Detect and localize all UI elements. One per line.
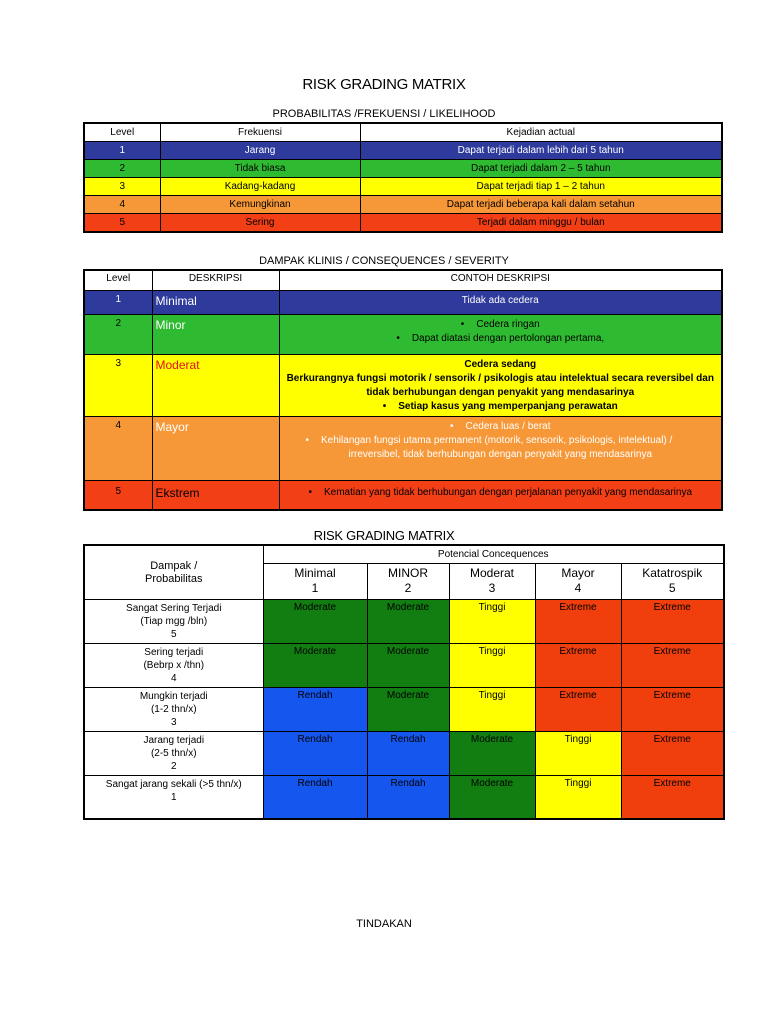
col-name: Katatrospik (642, 565, 703, 580)
matrix-cell: Moderate (367, 599, 449, 643)
row-label-line: 4 (170, 672, 177, 684)
matrix-corner-line: Dampak / (150, 560, 198, 573)
likelihood-row (84, 178, 722, 196)
severity-bullet: • Cedera luas / berat (280, 420, 722, 434)
matrix-cell: Rendah (263, 687, 367, 731)
col-name: Moderat (469, 565, 515, 580)
severity-level: 2 (84, 314, 152, 354)
severity-row (84, 314, 722, 354)
severity-level: 1 (84, 290, 152, 314)
matrix-cell: Rendah (367, 775, 449, 819)
likelihood-level: 3 (84, 178, 160, 196)
severity-example-line: Berkurangnya fungsi motorik / sensorik / psikologis atau intelektual secara reversibel dan (286, 372, 714, 384)
severity-bullet-text: irreversibel, tidak berhubungan dengan penyakit yang mendasarinya (348, 448, 653, 460)
likelihood-kejadian: Terjadi dalam minggu / bulan (360, 214, 722, 233)
row-label-line: 5 (170, 628, 177, 640)
matrix-row (84, 775, 724, 819)
severity-header-level: Level (84, 270, 152, 290)
severity-section-title: DAMPAK KLINIS / CONSEQUENCES / SEVERITY (259, 255, 509, 267)
likelihood-level: 1 (84, 142, 160, 160)
row-label-line: Mungkin terjadi (139, 690, 208, 702)
severity-example-line: Tidak ada cedera (461, 294, 539, 306)
matrix-cell: Tinggi (449, 687, 535, 731)
matrix-cell: Moderate (367, 643, 449, 687)
row-label-line: (1-2 thn/x) (150, 703, 197, 715)
matrix-cell: Extreme (621, 599, 724, 643)
likelihood-frekuensi: Tidak biasa (160, 160, 360, 178)
severity-bullet: • Kehilangan fungsi utama permanent (motorik, sensorik, psikologis, intelektual) / (280, 434, 722, 448)
matrix-row-label (84, 775, 263, 819)
likelihood-frekuensi: Sering (160, 214, 360, 233)
col-name: Mayor (561, 565, 595, 580)
matrix-cell: Moderate (449, 731, 535, 775)
matrix-col-header (449, 563, 535, 599)
likelihood-table (83, 122, 723, 233)
matrix-cell: Extreme (535, 643, 621, 687)
footer-label: TINDAKAN (356, 918, 412, 930)
matrix-row-label (84, 687, 263, 731)
matrix-cell: Extreme (621, 687, 724, 731)
matrix-title: RISK GRADING MATRIX (313, 528, 455, 543)
col-name: MINOR (388, 565, 428, 580)
row-label-line: 2 (170, 760, 177, 772)
col-num: 2 (404, 580, 412, 595)
likelihood-frekuensi: Jarang (160, 142, 360, 160)
severity-example (279, 314, 722, 354)
matrix-col-header (367, 563, 449, 599)
likelihood-kejadian: Dapat terjadi beberapa kali dalam setahun (360, 196, 722, 214)
matrix-cell: Extreme (621, 731, 724, 775)
severity-example (279, 416, 722, 480)
likelihood-level: 5 (84, 214, 160, 233)
likelihood-header-kejadian: Kejadian actual (360, 123, 722, 142)
likelihood-header-row (84, 123, 722, 142)
col-num: 4 (574, 580, 582, 595)
col-num: 1 (311, 580, 319, 595)
matrix-cell: Moderate (449, 775, 535, 819)
page-title: RISK GRADING MATRIX (302, 76, 466, 93)
likelihood-frekuensi: Kemungkinan (160, 196, 360, 214)
matrix-cell: Rendah (263, 775, 367, 819)
likelihood-row (84, 160, 722, 178)
matrix-row-label (84, 643, 263, 687)
row-label-line: Jarang terjadi (143, 734, 205, 746)
likelihood-kejadian: Dapat terjadi tiap 1 – 2 tahun (360, 178, 722, 196)
severity-level: 4 (84, 416, 152, 480)
col-num: 3 (488, 580, 496, 595)
matrix-cell: Extreme (621, 643, 724, 687)
row-label-line: Sangat jarang sekali (>5 thn/x) (105, 778, 242, 790)
likelihood-level: 2 (84, 160, 160, 178)
matrix-cell: Tinggi (449, 643, 535, 687)
matrix-cell: Rendah (367, 731, 449, 775)
row-label-line: (Bebrp x /thn) (143, 659, 205, 671)
matrix-cell: Moderate (367, 687, 449, 731)
severity-row (84, 290, 722, 314)
severity-desc: Minimal (152, 290, 279, 314)
matrix-corner-line: Probabilitas (145, 573, 203, 586)
likelihood-row (84, 196, 722, 214)
col-num: 5 (668, 580, 676, 595)
severity-desc: Moderat (152, 354, 279, 416)
matrix-header-row (84, 545, 724, 563)
matrix-cell: Tinggi (535, 775, 621, 819)
matrix-row-label (84, 731, 263, 775)
matrix-cell: Rendah (263, 731, 367, 775)
likelihood-header-frekuensi: Frekuensi (160, 123, 360, 142)
matrix-row-label (84, 599, 263, 643)
matrix-cell: Moderate (263, 643, 367, 687)
matrix-corner (84, 545, 263, 599)
severity-level: 3 (84, 354, 152, 416)
severity-row (84, 416, 722, 480)
severity-header-row (84, 270, 722, 290)
severity-bullet: • Cedera ringan (280, 318, 722, 332)
matrix-cell: Moderate (263, 599, 367, 643)
likelihood-kejadian: Dapat terjadi dalam 2 – 5 tahun (360, 160, 722, 178)
severity-table (83, 269, 723, 511)
col-name: Minimal (294, 565, 336, 580)
matrix-group-header: Potencial Concequences (263, 545, 724, 563)
row-label-line: (2-5 thn/x) (150, 747, 197, 759)
severity-row (84, 354, 722, 416)
matrix-row (84, 687, 724, 731)
matrix-cell: Extreme (621, 775, 724, 819)
severity-example (279, 480, 722, 510)
likelihood-row (84, 142, 722, 160)
matrix-cell: Extreme (535, 687, 621, 731)
likelihood-header-level: Level (84, 123, 160, 142)
row-label-line: 3 (170, 716, 177, 728)
row-label-line: (Tiap mgg /bln) (140, 615, 208, 627)
risk-matrix-table (83, 544, 725, 820)
severity-desc: Mayor (152, 416, 279, 480)
severity-row (84, 480, 722, 510)
matrix-row (84, 643, 724, 687)
matrix-col-header (535, 563, 621, 599)
severity-example-line: tidak berhubungan dengan penyakit yang mendasarinya (366, 386, 635, 398)
severity-example (279, 354, 722, 416)
severity-desc: Ekstrem (152, 480, 279, 510)
severity-level: 5 (84, 480, 152, 510)
severity-header-contoh: CONTOH DESKRIPSI (279, 270, 722, 290)
severity-desc: Minor (152, 314, 279, 354)
likelihood-section-title: PROBABILITAS /FREKUENSI / LIKELIHOOD (272, 108, 496, 120)
likelihood-level: 4 (84, 196, 160, 214)
severity-bullet-cont (280, 448, 722, 462)
severity-header-deskripsi: DESKRIPSI (152, 270, 279, 290)
severity-example-line: Cedera sedang (464, 358, 537, 370)
row-label-line: Sangat Sering Terjadi (126, 602, 222, 614)
matrix-col-header (621, 563, 724, 599)
matrix-cell: Tinggi (449, 599, 535, 643)
matrix-cell: Tinggi (535, 731, 621, 775)
likelihood-row (84, 214, 722, 233)
matrix-row (84, 599, 724, 643)
severity-bullet: • Dapat diatasi dengan pertolongan pertama, (280, 332, 722, 346)
row-label-line: 1 (170, 791, 177, 803)
row-label-line: Sering terjadi (144, 646, 204, 658)
likelihood-kejadian: Dapat terjadi dalam lebih dari 5 tahun (360, 142, 722, 160)
likelihood-frekuensi: Kadang-kadang (160, 178, 360, 196)
severity-example (279, 290, 722, 314)
severity-bullet: • Setiap kasus yang memperpanjang perawatan (280, 400, 722, 414)
matrix-row (84, 731, 724, 775)
matrix-cell: Extreme (535, 599, 621, 643)
matrix-col-header (263, 563, 367, 599)
severity-bullet: • Kematian yang tidak berhubungan dengan perjalanan penyakit yang mendasarinya (280, 486, 722, 500)
